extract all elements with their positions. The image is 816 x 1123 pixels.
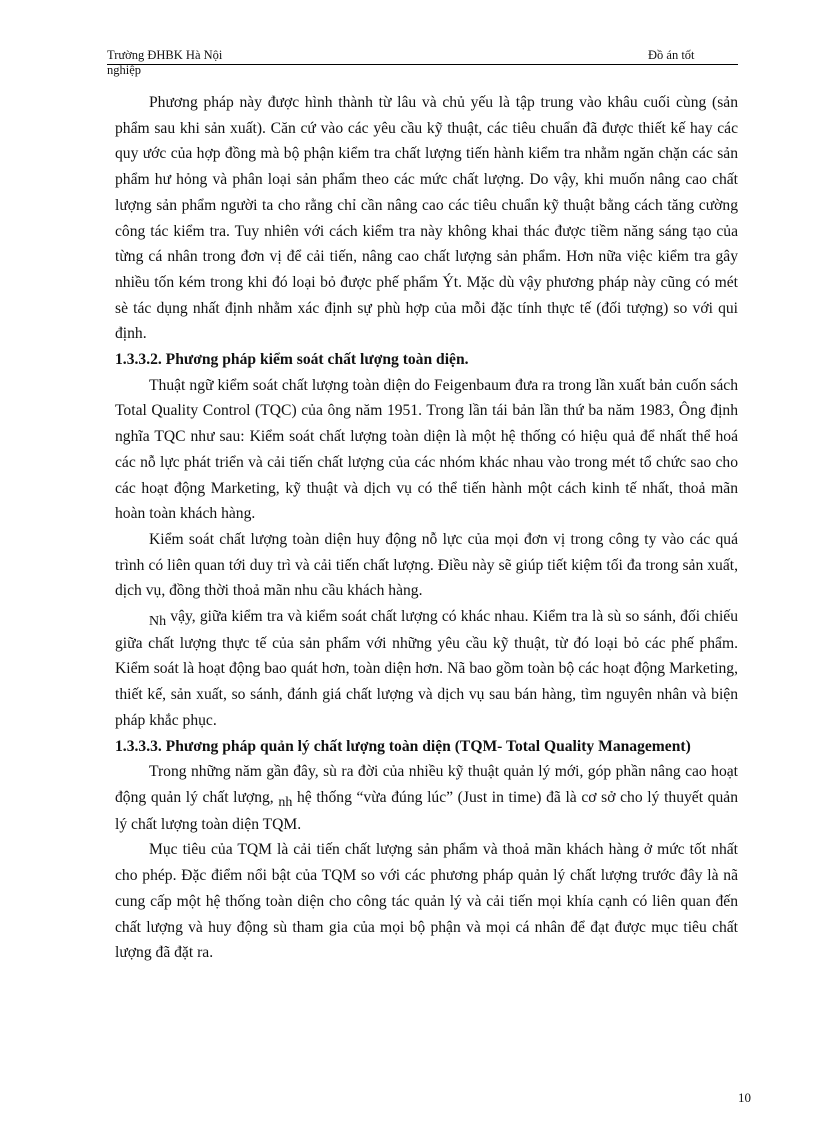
paragraph-fragment: Nh <box>149 614 167 630</box>
paragraph-fragment: nh <box>278 794 293 810</box>
paragraph-tqm-background <box>115 759 738 837</box>
header-doc-type: Đồ án tốt <box>648 48 695 62</box>
page-number: 10 <box>738 1090 751 1105</box>
header-school: Trường ĐHBK Hà Nội <box>107 48 223 62</box>
paragraph-text: hệ thống “vừa đúng lúc” (Just in time) đã là cơ sở cho lý thuyết quản lý chất lượng toàn diện TQM. <box>115 788 738 833</box>
paragraph-tqc-definition: Thuật ngữ kiểm soát chất lượng toàn diện do Feigenbaum đưa ra trong lần xuất bản cuốn sách Total Quality Control (TQC) của ông năm 1951. Trong lần tái bản lần thứ ba năm 1983, Ông định nghĩa TQC như sau: Kiểm soát chất lượng toàn diện là một hệ thống có hiệu quả để nhất thể hoá các nỗ lực phát triển và cải tiến chất lượng của các nhóm khác nhau vào trong mét tổ chức sao cho các hoạt động Marketing, kỹ thuật và dịch vụ có thể tiến hành một cách kinh tế nhất, thoả mãn hoàn toàn khách hàng. <box>115 376 738 523</box>
paragraph-final-inspection: Phương pháp này được hình thành từ lâu và chủ yếu là tập trung vào khâu cuối cùng (sản phẩm sau khi sản xuất). Căn cứ vào các yêu cầu kỹ thuật, các tiêu chuẩn đã được thiết kế hay các quy ước của hợp đồng mà bộ phận kiểm tra chất lượng tiến hành kiểm tra nhằm ngăn chặn các sản phẩm hư hỏng và phân loại sản phẩm theo các mức chất lượng. Do vậy, khi muốn nâng cao chất lượng sản phẩm người ta cho rằng chỉ cần nâng cao các tiêu chuẩn kỹ thuật bằng cách tăng cường công tác kiểm tra. Tuy nhiên với cách kiểm tra này không khai thác được tiềm năng sáng tạo của từng cá nhân trong đơn vị để cải tiến, nâng cao chất lượng sản phẩm. Hơn nữa việc kiểm tra gây nhiều tốn kém trong khi đó loại bỏ được phế phẩm Ýt. Mặc dù vậy phương pháp này cũng có mét sè tác dụng nhất định nhằm xác định sự phù hợp của mỗi đặc tính thực tế (đối tượng) so với qui định. <box>115 94 738 343</box>
paragraph-tqm-goals: Mục tiêu của TQM là cải tiến chất lượng sản phẩm và thoả mãn khách hàng ở mức tốt nhất cho phép. Đặc điểm nổi bật của TQM so với các phương pháp quản lý chất lượng trước đây là nã cung cấp một hệ thống toàn diện cho công tác quản lý và cải tiến mọi khía cạnh có liên quan đến chất lượng và huy động sù tham gia của mọi bộ phận và mọi cá nhân để đạt được mục tiêu chất lượng đã đặt ra. <box>115 841 738 962</box>
paragraph-tqc-mobilization: Kiểm soát chất lượng toàn diện huy động nỗ lực của mọi đơn vị trong công ty vào các quá trình có liên quan tới duy trì và cải tiến chất lượng. Điều này sẽ giúp tiết kiệm tối đa trong sản xuất, dịch vụ, đồng thời thoả mãn nhu cầu khách hàng. <box>115 530 738 600</box>
header-rule <box>107 64 738 65</box>
header-continuation: nghiệp <box>107 63 142 77</box>
paragraph-text: Trong những năm gần đây, sù ra đời của nhiều kỹ thuật quản lý mới, góp phần nâng cao hoạt động quản lý chất lượng, <box>115 763 738 806</box>
document-body <box>115 90 738 966</box>
paragraph-inspection-vs-control <box>115 604 738 734</box>
section-heading-tqc: 1.3.3.2. Phương pháp kiểm soát chất lượng toàn diện. <box>115 351 469 369</box>
paragraph-text: vậy, giữa kiểm tra và kiểm soát chất lượng có khác nhau. Kiểm tra là sù so sánh, đối chiếu giữa chất lượng thực tế của sản phẩm với những yêu cầu kỹ thuật, từ đó loại bỏ các phế phẩm. Kiểm soát là hoạt động bao quát hơn, toàn diện hơn. Nã bao gồm toàn bộ các hoạt động Marketing, thiết kế, sản xuất, so sánh, đánh giá chất lượng và dịch vụ sau bán hàng, tìm nguyên nhân và biện pháp khắc phục. <box>115 608 738 729</box>
section-heading-tqm: 1.3.3.3. Phương pháp quản lý chất lượng toàn diện (TQM- Total Quality Management) <box>115 737 691 755</box>
